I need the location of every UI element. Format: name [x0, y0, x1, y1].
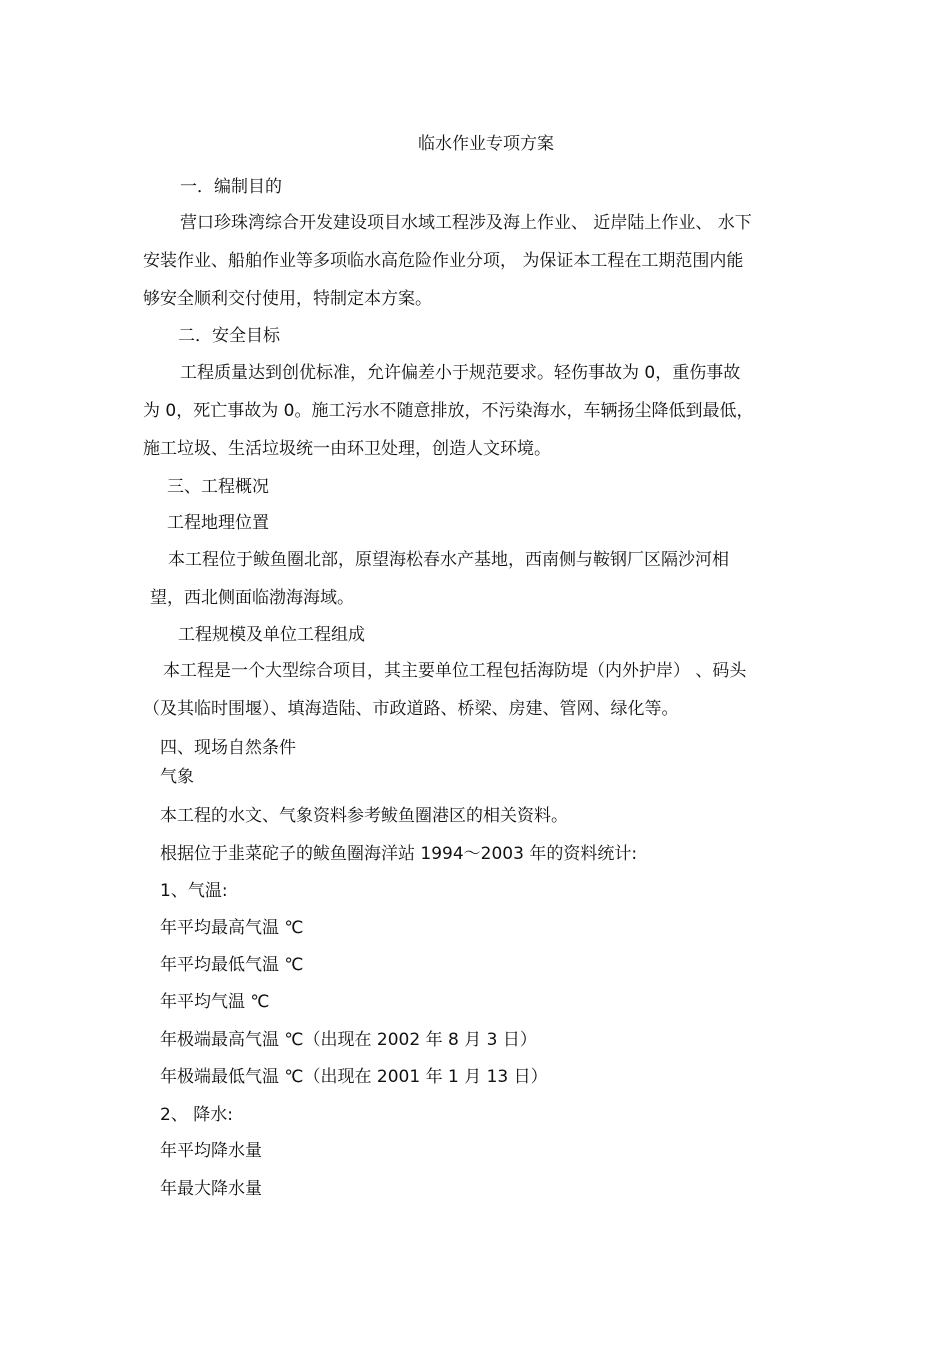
list-item: 年最大降水量 — [160, 1179, 262, 1199]
subsection-heading: 工程地理位置 — [167, 513, 269, 533]
paragraph-line: 本工程位于鲅鱼圈北部，原望海松春水产基地，西南侧与鞍钢厂区隔沙河相 — [168, 550, 729, 570]
paragraph-line: 望，西北侧面临渤海海域。 — [150, 588, 354, 608]
list-item: 年平均气温 ℃ — [160, 992, 270, 1012]
paragraph-line: 工程质量达到创优标准，允许偏差小于规范要求。轻伤事故为 0，重伤事故 — [180, 363, 741, 383]
section-3-heading: 三、工程概况 — [167, 477, 269, 497]
page-title: 临水作业专项方案 — [418, 134, 554, 154]
paragraph-line: 安装作业、船舶作业等多项临水高危险作业分项， 为保证本工程在工期范围内能 — [143, 251, 744, 271]
list-item: 年平均最低气温 ℃ — [160, 955, 304, 975]
paragraph-line: 营口珍珠湾综合开发建设项目水域工程涉及海上作业、 近岸陆上作业、 水下 — [180, 213, 752, 233]
paragraph-line: （及其临时围堰）、填海造陆、市政道路、桥梁、房建、管网、绿化等。 — [143, 699, 679, 719]
subsection-heading: 气象 — [160, 767, 194, 787]
list-heading: 2、 降水: — [160, 1105, 233, 1125]
paragraph-line: 本工程的水文、气象资料参考鲅鱼圈港区的相关资料。 — [160, 806, 568, 826]
section-4-heading: 四、现场自然条件 — [160, 738, 296, 758]
section-1-heading: 一．编制目的 — [180, 177, 282, 197]
list-item: 年极端最低气温 ℃（出现在 2001 年 1 月 13 日） — [160, 1067, 548, 1087]
section-2-heading: 二．安全目标 — [178, 326, 280, 346]
paragraph-line: 施工垃圾、生活垃圾统一由环卫处理，创造人文环境。 — [143, 439, 551, 459]
list-item: 年平均降水量 — [160, 1141, 262, 1161]
paragraph-line: 为 0，死亡事故为 0。施工污水不随意排放，不污染海水，车辆扬尘降低到最低， — [143, 401, 754, 421]
subsection-heading: 工程规模及单位工程组成 — [178, 625, 365, 645]
paragraph-line: 根据位于韭菜砣子的鲅鱼圈海洋站 1994～2003 年的资料统计: — [160, 844, 638, 864]
list-heading: 1、气温: — [160, 881, 228, 901]
list-item: 年极端最高气温 ℃（出现在 2002 年 8 月 3 日） — [160, 1030, 537, 1050]
paragraph-line: 够安全顺利交付使用，特制定本方案。 — [143, 289, 432, 309]
paragraph-line: 本工程是一个大型综合项目，其主要单位工程包括海防堤（内外护岸） 、码头 — [163, 661, 747, 681]
list-item: 年平均最高气温 ℃ — [160, 918, 304, 938]
